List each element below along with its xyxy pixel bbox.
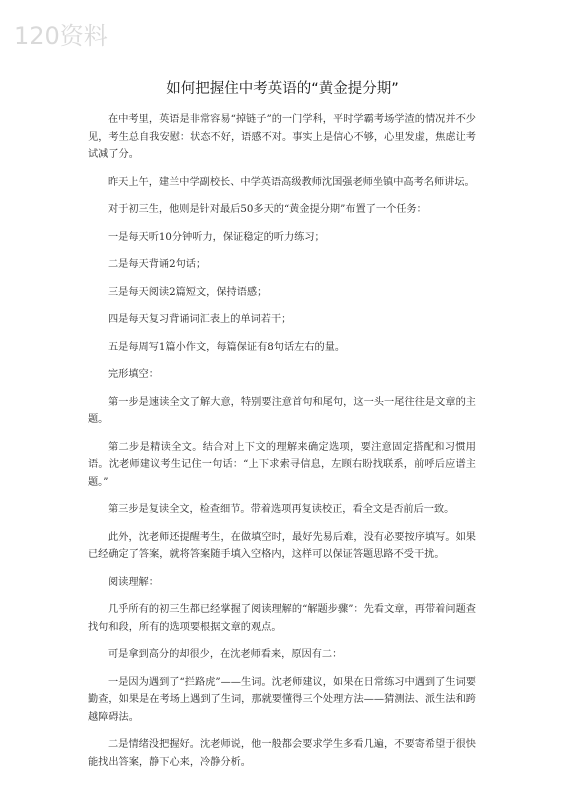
list-item-task-3: 三是每天阅读2篇短文，保持语感； <box>108 286 268 298</box>
list-item-task-2: 二是每天背诵2句话； <box>108 259 207 270</box>
watermark: 120资料 <box>14 22 108 50</box>
list-item-task-1: 一是每天听10分钟听力，保证稳定的听力练习； <box>108 231 325 243</box>
paragraph-cloze-step-3: 第三步是复读全文，检查细节。带着选项再复读校正，看全文是否前后一致。 <box>108 504 455 515</box>
paragraph-reading-steps: 几乎所有的初三生都已经掌握了阅读理解的“解题步骤”：先看文章，再带着问题查找句和段，所有的选项要根据文章的观点。 <box>88 604 476 633</box>
paragraph-intro: 在中考里，英语是非常容易“掉链子”的一门学科，平时学霸考场学渣的情况并不少见，考生总自我安慰：状态不好，语感不对。事实上是信心不够，心里发虚，焦虑让考试减了分。 <box>88 114 476 160</box>
paragraph-event: 昨天上午，建兰中学副校长、中学英语高级教师沈国强老师坐镇中高考名师讲坛。 <box>108 176 475 188</box>
section-heading-cloze: 完形填空： <box>108 369 159 380</box>
list-item-task-5: 五是每周写1篇小作文，每篇保证有8句话左右的量。 <box>108 341 346 353</box>
section-heading-reading: 阅读理解： <box>108 576 159 588</box>
paragraph-task-intro: 对于初三生，他则是针对最后50多天的“黄金提分期”布置了一个任务： <box>108 204 427 215</box>
article-body <box>88 111 476 781</box>
paragraph-reason-2: 二是情绪没把握好。沈老师说，他一般都会要求学生多看几遍，不要寄希望于很快能找出答案，静下心来，冷静分析。 <box>88 739 476 768</box>
paragraph-reading-reasons: 可是拿到高分的却很少，在沈老师看来，原因有二： <box>108 649 343 660</box>
paragraph-cloze-step-1: 第一步是速读全文了解大意，特别要注意首句和尾句，这一头一尾往往是文章的主题。 <box>88 396 476 425</box>
page-title: 如何把握住中考英语的“黄金提分期” <box>166 81 399 97</box>
list-item-task-4: 四是每天复习背诵词汇表上的单词若干； <box>108 314 292 325</box>
paragraph-reason-1: 一是因为遇到了“拦路虎”——生词。沈老师建议，如果在日常练习中遇到了生词要勤查，如果是在考场上遇到了生词，那就要懂得三个处理方法——猜测法、派生法和跨越障碍法。 <box>88 676 476 723</box>
paragraph-cloze-step-2: 第二步是精读全文。结合对上下文的理解来确定选项，要注意固定搭配和习惯用语。沈老师建议考生记住一句话：“上下求索寻信息，左顾右盼找联系，前呼后应谱主题。” <box>88 441 476 488</box>
paragraph-cloze-tip: 此外，沈老师还提醒考生，在做填空时，最好先易后难，没有必要按序填写。如果已经确定了答案，就将答案随手填入空格内，这样可以保证答题思路不受干扰。 <box>88 531 476 560</box>
